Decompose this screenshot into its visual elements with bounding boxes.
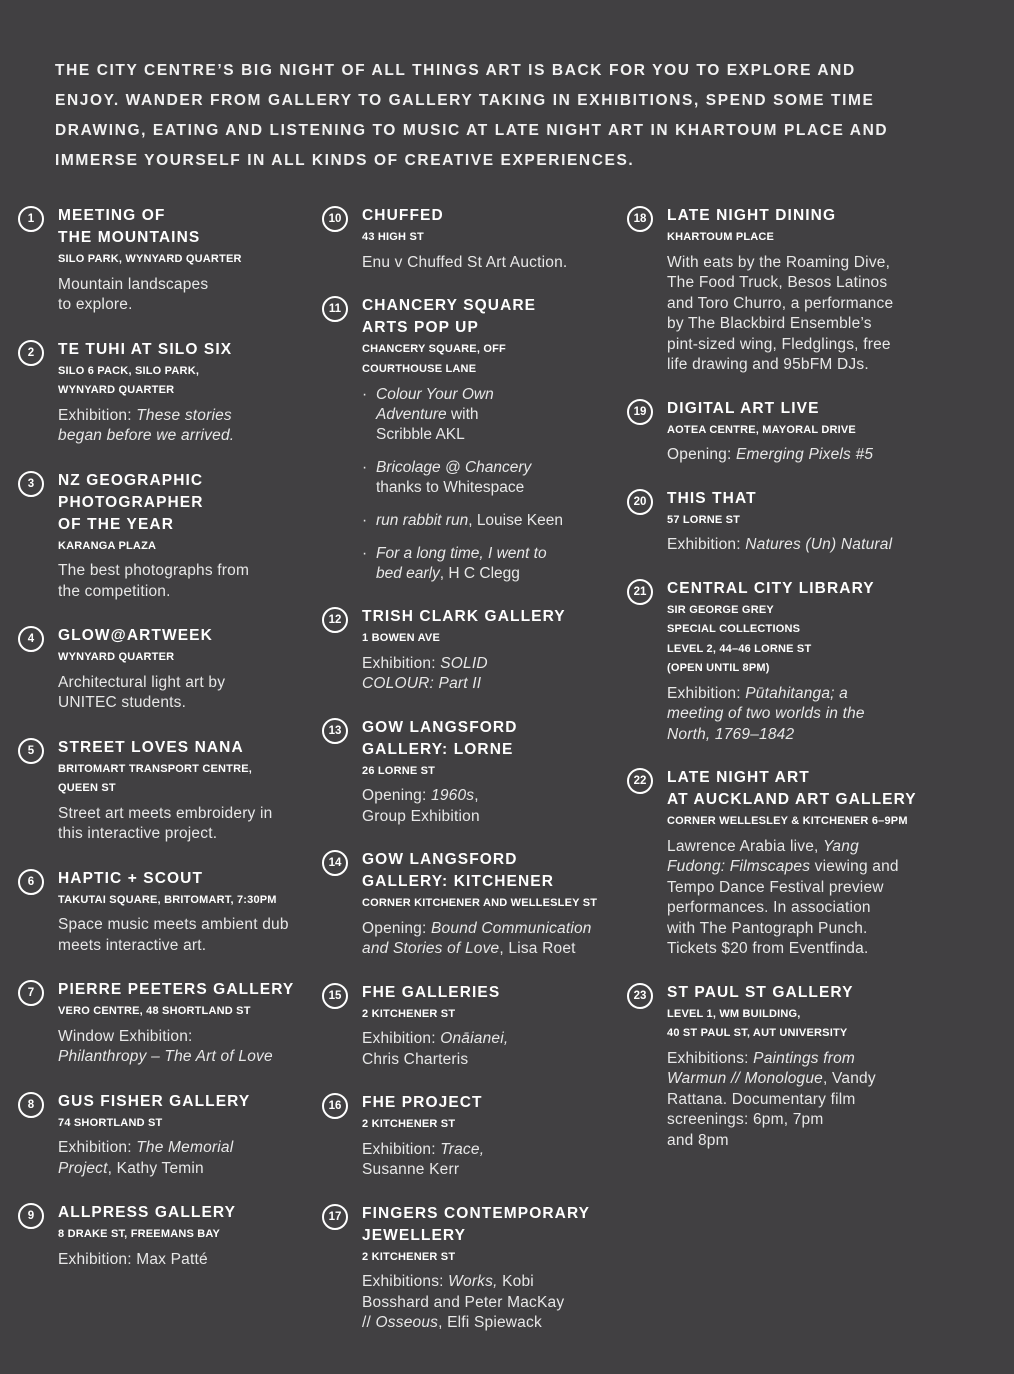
venue-title: [362, 1092, 622, 1114]
venue-description-text: Space music meets ambient dub: [58, 916, 289, 933]
venue-address-line: WYNYARD QUARTER: [58, 651, 175, 663]
venue-address: [362, 1005, 622, 1025]
venue-address-line: LEVEL 1, WM BUILDING,: [667, 1007, 801, 1020]
venue-title-line: GALLERY: LORNE: [362, 740, 514, 758]
activity-text: Colour Your Own: [376, 386, 494, 403]
venue-title-line: AT AUCKLAND ART GALLERY: [667, 791, 917, 808]
venue-description: [58, 804, 313, 845]
venue-title: [667, 488, 927, 510]
venue-address: [58, 648, 313, 668]
venue-description-text: Exhibitions:: [362, 1273, 449, 1290]
venue-entry: [322, 295, 622, 584]
venue-number-badge: 8: [18, 1092, 44, 1118]
venue-description-text: , Elfi Spiewack: [438, 1314, 542, 1331]
venue-description-text: Fudong: Filmscapes: [667, 858, 811, 875]
venue-description-text: 1960s: [431, 787, 475, 804]
venue-description-text: Exhibition:: [362, 1030, 441, 1047]
activity-text: thanks to Whitespace: [376, 479, 525, 496]
venue-entry: [18, 979, 313, 1068]
venue-description: [667, 445, 927, 466]
venue-description: [58, 561, 313, 602]
venue-entry: [18, 625, 313, 714]
venue-description: [667, 535, 927, 556]
venue-address-line: CORNER KITCHENER AND WELLESLEY ST: [362, 897, 598, 909]
venue-description-text: Yang: [823, 837, 859, 855]
venue-description: [362, 1029, 622, 1070]
venue-title: [58, 1091, 313, 1113]
column-3: [627, 205, 927, 1173]
activity-text: Bricolage @ Chancery: [376, 459, 532, 476]
venue-title: [362, 849, 622, 893]
venue-entry: [322, 849, 622, 960]
venue-address: [58, 1002, 313, 1022]
venue-title-line: TE TUHI AT SILO SIX: [58, 340, 233, 358]
venue-description-text: Exhibitions:: [667, 1049, 754, 1067]
venue-address-line: 40 ST PAUL ST, AUT UNIVERSITY: [667, 1027, 848, 1039]
venue-description: [362, 1140, 622, 1181]
venue-entry: [627, 982, 927, 1152]
venue-description-text: Natures (Un) Natural: [745, 536, 893, 553]
venue-address: [58, 537, 313, 557]
venue-description: [58, 275, 313, 316]
venue-address-line: AOTEA CENTRE, MAYORAL DRIVE: [667, 423, 856, 436]
venue-description-text: screenings: 6pm, 7pm: [667, 1111, 824, 1128]
venue-description-text: COLOUR: Part II: [362, 675, 482, 692]
venue-title-line: LATE NIGHT ART: [667, 769, 810, 786]
venue-address: [362, 228, 622, 248]
venue-title-line: GALLERY: KITCHENER: [362, 873, 555, 890]
venue-title: [58, 979, 313, 1001]
venue-title-line: GLOW@ARTWEEK: [58, 627, 213, 644]
column-2: [322, 205, 622, 1356]
activity-text: , Louise Keen: [468, 512, 563, 529]
venue-title-line: FHE PROJECT: [362, 1094, 483, 1111]
venue-number-badge: 16: [322, 1093, 348, 1119]
venue-entry: [322, 717, 622, 828]
venue-title: [58, 868, 313, 890]
column-1: [18, 205, 313, 1293]
venue-number-badge: 11: [322, 296, 348, 322]
activity-text: Adventure: [376, 406, 447, 423]
venue-title-line: PIERRE PEETERS GALLERY: [58, 981, 295, 998]
venue-description-text: Window Exhibition:: [58, 1027, 193, 1045]
venue-description: [58, 915, 313, 956]
venue-title-line: ST PAUL ST GALLERY: [667, 983, 854, 1001]
venue-address-line: SIR GEORGE GREY: [667, 603, 774, 616]
venue-title-line: STREET LOVES NANA: [58, 738, 244, 756]
venue-address-line: QUEEN ST: [58, 782, 116, 794]
venue-description-text: The Food Truck, Besos Latinos: [667, 274, 888, 291]
venue-address: [362, 762, 622, 782]
venue-description-text: //: [362, 1314, 376, 1331]
venue-description-text: viewing and: [810, 858, 899, 875]
venue-description-text: , Vandy: [823, 1070, 876, 1087]
venue-title-line: MEETING OF: [58, 207, 166, 224]
venue-number-badge: 5: [18, 738, 44, 764]
venue-description: [58, 406, 313, 447]
venue-address-line: SILO PARK, WYNYARD QUARTER: [58, 253, 242, 265]
venue-description-text: meets interactive art.: [58, 936, 207, 954]
venue-description-text: Exhibition:: [58, 1139, 137, 1156]
venue-description-text: and Stories of Love: [362, 940, 500, 957]
venue-entry: [322, 982, 622, 1071]
venue-description-text: Trace,: [440, 1140, 485, 1158]
venue-title-line: PHOTOGRAPHER: [58, 493, 204, 511]
venue-address-line: KARANGA PLAZA: [58, 539, 157, 552]
venue-number-badge: 12: [322, 607, 348, 633]
venue-address-line: SILO 6 PACK, SILO PARK,: [58, 364, 200, 377]
venue-description-text: meeting of two worlds in the: [667, 705, 865, 722]
venue-number-badge: 9: [18, 1203, 44, 1229]
venue-description-text: Exhibition:: [667, 684, 746, 702]
activity-text: run rabbit run: [376, 512, 469, 529]
venue-title-line: ALLPRESS GALLERY: [58, 1204, 237, 1221]
venue-description-text: Susanne Kerr: [362, 1161, 460, 1178]
venue-description-text: SOLID: [440, 654, 488, 672]
venue-description-text: Exhibition:: [362, 654, 441, 672]
venue-entry: [18, 737, 313, 845]
venue-address-line: BRITOMART TRANSPORT CENTRE,: [58, 762, 253, 775]
venue-description-text: performances. In association: [667, 899, 871, 916]
venue-number-badge: 17: [322, 1204, 348, 1230]
venue-description-text: and Toro Churro, a performance: [667, 294, 894, 312]
venue-description-text: The best photographs from: [58, 562, 250, 579]
venue-description-text: The Memorial: [136, 1139, 234, 1156]
venue-number-badge: 20: [627, 489, 653, 515]
activity-text: For a long time, I went to: [376, 545, 547, 562]
venue-title-line: CHANCERY SQUARE: [362, 297, 537, 314]
venue-description-text: Enu v Chuffed St Art Auction.: [362, 253, 568, 271]
venue-description-text: Bound Communication: [431, 919, 592, 937]
venue-description: [667, 1049, 927, 1152]
venue-entry: [322, 1203, 622, 1334]
venue-description: [362, 919, 622, 960]
venue-description-text: Tickets $20 from Eventfinda.: [667, 940, 869, 957]
venue-description-text: and 8pm: [667, 1131, 729, 1149]
venue-title: [362, 606, 622, 628]
venue-description: [362, 654, 622, 695]
venue-address-line: 26 LORNE ST: [362, 764, 436, 777]
venue-description-text: Exhibition:: [58, 406, 137, 424]
activity-list-item: [362, 544, 622, 584]
venue-entry: [18, 1091, 313, 1180]
venue-description-text: Exhibition:: [362, 1140, 441, 1158]
venue-description-text: Mountain landscapes: [58, 275, 209, 293]
venue-description-text: Opening:: [362, 787, 432, 804]
venue-description-text: Street art meets embroidery in: [58, 804, 273, 822]
venue-title: [667, 767, 927, 811]
venue-entry: [18, 1202, 313, 1270]
venue-title-line: TRISH CLARK GALLERY: [362, 608, 566, 625]
venue-description: [58, 673, 313, 714]
venue-address: [362, 1115, 622, 1135]
venue-description-text: Opening:: [362, 919, 432, 937]
venue-title-line: HAPTIC + SCOUT: [58, 869, 204, 887]
venue-address: [667, 1005, 927, 1044]
venue-title: [58, 205, 313, 249]
venue-address-line: 2 KITCHENER ST: [362, 1250, 456, 1263]
venue-number-badge: 23: [627, 983, 653, 1009]
venue-number-badge: 2: [18, 340, 44, 366]
venue-address-line: 8 DRAKE ST, FREEMANS BAY: [58, 1228, 221, 1240]
venue-description-text: Opening:: [667, 446, 737, 463]
venue-description-text: UNITEC students.: [58, 694, 187, 711]
venue-title: [58, 625, 313, 647]
venue-number-badge: 22: [627, 768, 653, 794]
venue-entry: [627, 767, 927, 960]
venue-description-text: Lawrence Arabia live,: [667, 837, 824, 855]
venue-description: [362, 786, 622, 827]
venue-address: [362, 1248, 622, 1268]
venue-address-line: 1 BOWEN AVE: [362, 632, 440, 644]
venue-title-line: ARTS POP UP: [362, 319, 479, 336]
venue-address-line: 43 HIGH ST: [362, 231, 424, 243]
venue-entry: [627, 578, 927, 746]
venue-address: [58, 1114, 313, 1134]
venue-address: [58, 362, 313, 401]
venue-description: [58, 1138, 313, 1179]
venue-title-line: FHE GALLERIES: [362, 983, 501, 1001]
venue-description: [362, 1272, 622, 1334]
venue-title: [58, 1202, 313, 1224]
venue-title-line: CENTRAL CITY LIBRARY: [667, 579, 875, 597]
venue-address-line: KHARTOUM PLACE: [667, 231, 775, 243]
venue-description-text: pint-sized wing, Fledglings, free: [667, 335, 891, 353]
venue-description-text: Philanthropy – The Art of Love: [58, 1048, 273, 1065]
venue-description-text: life drawing and 95bFM DJs.: [667, 356, 869, 373]
venue-description: [362, 253, 622, 274]
venue-title-line: GOW LANGSFORD: [362, 718, 518, 736]
venue-entry: [322, 1092, 622, 1181]
venue-title: [667, 205, 927, 227]
venue-description-text: With eats by the Roaming Dive,: [667, 253, 891, 271]
venue-description-text: Architectural light art by: [58, 673, 226, 691]
venue-description-text: Emerging Pixels #5: [736, 446, 874, 463]
venue-address-line: VERO CENTRE, 48 SHORTLAND ST: [58, 1005, 251, 1017]
venue-address-line: COURTHOUSE LANE: [362, 362, 477, 375]
venue-address-line: 2 KITCHENER ST: [362, 1007, 456, 1020]
venue-description-text: Works,: [448, 1273, 498, 1290]
venue-title-line: FINGERS CONTEMPORARY: [362, 1204, 591, 1222]
venue-title: [667, 982, 927, 1004]
venue-description-text: Chris Charteris: [362, 1050, 469, 1068]
venue-entry: [627, 398, 927, 466]
venue-description-text: Tempo Dance Festival preview: [667, 878, 884, 896]
venue-title: [362, 205, 622, 227]
venue-entry: [627, 205, 927, 376]
venue-description-text: North, 1769–1842: [667, 725, 795, 743]
venue-description-text: These stories: [136, 406, 232, 424]
venue-title: [667, 398, 927, 420]
venue-number-badge: 13: [322, 718, 348, 744]
venue-address-line: (OPEN UNTIL 8PM): [667, 662, 770, 674]
venue-description-text: with The Pantograph Punch.: [667, 919, 868, 937]
venue-description-text: Warmun // Monologue: [667, 1070, 824, 1087]
activity-text: with: [446, 406, 479, 423]
activity-text: , H C Clegg: [439, 565, 520, 582]
venue-number-badge: 10: [322, 206, 348, 232]
venue-description: [667, 253, 927, 376]
venue-title-line: GOW LANGSFORD: [362, 851, 518, 868]
venue-title: [362, 717, 622, 761]
activity-list-item: [362, 385, 622, 445]
venue-number-badge: 4: [18, 626, 44, 652]
venue-number-badge: 3: [18, 471, 44, 497]
venue-address-line: TAKUTAI SQUARE, BRITOMART, 7:30PM: [58, 893, 277, 906]
venue-address: [58, 891, 313, 911]
venue-address-line: 57 LORNE ST: [667, 513, 741, 526]
venue-entry: [18, 339, 313, 447]
venue-address: [667, 601, 927, 679]
venue-title: [58, 339, 313, 361]
venue-number-badge: 6: [18, 869, 44, 895]
venue-description-text: the competition.: [58, 582, 171, 600]
venue-number-badge: 18: [627, 206, 653, 232]
venue-address-line: CORNER WELLESLEY & KITCHENER 6–9PM: [667, 815, 908, 827]
venue-title-line: NZ GEOGRAPHIC: [58, 471, 204, 489]
venue-description-text: Rattana. Documentary film: [667, 1090, 856, 1108]
venue-description-text: Osseous: [375, 1314, 439, 1331]
venue-entry: [18, 868, 313, 957]
venue-description-text: Exhibition:: [667, 536, 746, 553]
venue-entry: [322, 606, 622, 695]
activity-text: Scribble AKL: [376, 426, 465, 443]
venue-address-line: 2 KITCHENER ST: [362, 1118, 456, 1130]
venue-title: [362, 982, 622, 1004]
activity-text: bed early: [376, 565, 440, 582]
activity-list-item: [362, 458, 622, 498]
venue-address-line: SPECIAL COLLECTIONS: [667, 623, 801, 635]
venue-description-text: began before we arrived.: [58, 427, 235, 444]
venue-title-line: GUS FISHER GALLERY: [58, 1092, 251, 1110]
venue-description-text: by The Blackbird Ensemble’s: [667, 315, 872, 332]
venue-address: [667, 812, 927, 832]
venue-description: [58, 1027, 313, 1068]
venue-description-text: ,: [474, 787, 479, 804]
venue-title-line: LATE NIGHT DINING: [667, 207, 837, 224]
venue-entry: [18, 470, 313, 603]
activity-list-item: [362, 511, 622, 531]
venue-number-badge: 15: [322, 983, 348, 1009]
venue-description-text: , Lisa Roet: [499, 940, 576, 957]
venue-address-line: CHANCERY SQUARE, OFF: [362, 343, 506, 355]
venue-address: [667, 421, 927, 441]
venue-description-text: Group Exhibition: [362, 807, 480, 825]
venue-description: [667, 837, 927, 960]
venue-title-line: THIS THAT: [667, 489, 757, 507]
venue-number-badge: 7: [18, 980, 44, 1006]
venue-description-text: Kobi: [497, 1273, 534, 1290]
venue-address: [667, 511, 927, 531]
venue-number-badge: 14: [322, 850, 348, 876]
venue-address: [362, 340, 622, 379]
venue-title: [58, 737, 313, 759]
venue-address: [362, 629, 622, 649]
venue-description: [667, 684, 927, 746]
venue-description-text: Bosshard and Peter MacKay: [362, 1293, 565, 1311]
venue-address: [362, 894, 622, 914]
venue-address: [58, 250, 313, 270]
venue-description-text: Paintings from: [753, 1049, 856, 1067]
venue-address-line: LEVEL 2, 44–46 LORNE ST: [667, 642, 812, 655]
intro-text: THE CITY CENTRE’S BIG NIGHT OF ALL THINGS ART IS BACK FOR YOU TO EXPLORE AND ENJOY. WANDER FROM GALLERY TO GALLERY TAKING IN EXHIBITIONS, SPEND SOME TIME DRAWING, EATING AND LISTENING TO MUSIC AT LATE NIGHT ART IN KHARTOUM PLACE AND IMMERSE YOURSELF IN ALL KINDS OF CREATIVE EXPERIENCES.: [55, 62, 889, 169]
venue-address: [58, 1225, 313, 1245]
venue-description-text: Project: [58, 1159, 108, 1177]
venue-address: [667, 228, 927, 248]
venue-address-line: 74 SHORTLAND ST: [58, 1116, 163, 1129]
venue-address-line: WYNYARD QUARTER: [58, 384, 175, 396]
venue-description-text: to explore.: [58, 296, 133, 313]
venue-title: [362, 295, 622, 339]
venue-title: [667, 578, 927, 600]
activity-list: [362, 385, 622, 584]
venue-description-text: this interactive project.: [58, 825, 218, 842]
venue-description-text: Onāianei,: [440, 1030, 509, 1047]
venue-title-line: CHUFFED: [362, 207, 444, 224]
venue-address: [58, 760, 313, 799]
venue-description-text: Pūtahitanga; a: [745, 684, 849, 702]
venue-title: [362, 1203, 622, 1247]
venue-description: [58, 1250, 313, 1271]
venue-description-text: Exhibition: Max Patté: [58, 1250, 208, 1268]
venue-title: [58, 470, 313, 536]
venue-entry: [18, 205, 313, 316]
venue-title-line: JEWELLERY: [362, 1226, 467, 1244]
venue-number-badge: 1: [18, 206, 44, 232]
venue-title-line: THE MOUNTAINS: [58, 229, 201, 246]
venue-entry: [322, 205, 622, 273]
venue-entry: [627, 488, 927, 556]
venue-description-text: , Kathy Temin: [107, 1159, 204, 1177]
venue-number-badge: 21: [627, 579, 653, 605]
venue-number-badge: 19: [627, 399, 653, 425]
venue-title-line: DIGITAL ART LIVE: [667, 399, 820, 417]
venue-title-line: OF THE YEAR: [58, 515, 175, 533]
